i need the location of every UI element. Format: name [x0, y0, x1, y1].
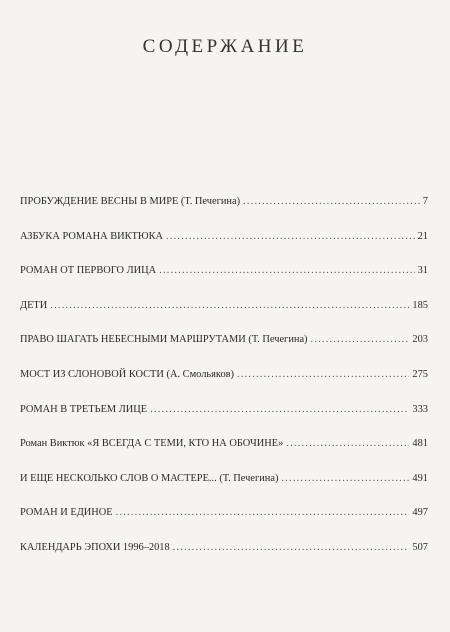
- dot-leader: [50, 300, 409, 311]
- toc-entry: [20, 542, 428, 577]
- dot-leader: [173, 542, 410, 553]
- toc-entry-title: ПРОБУЖДЕНИЕ ВЕСНЫ В МИРЕ (Т. Печегина): [20, 196, 241, 207]
- toc-entry-title: ДЕТИ: [20, 299, 48, 311]
- toc-page-number: 31: [417, 265, 428, 277]
- toc-entry-title: И ЕЩЕ НЕСКОЛЬКО СЛОВ О МАСТЕРЕ... (Т. Печегина): [20, 472, 279, 484]
- dot-leader: [243, 196, 420, 207]
- dot-leader: [150, 404, 409, 415]
- toc-entry-title: РОМАН В ТРЕТЬЕМ ЛИЦЕ: [20, 403, 148, 415]
- toc-entry: [20, 369, 428, 404]
- dot-leader: [116, 507, 410, 518]
- toc-entry-title: РОМАН ОТ ПЕРВОГО ЛИЦА: [20, 265, 157, 277]
- toc-page-number: 491: [412, 472, 428, 484]
- toc-entry: [20, 473, 428, 508]
- toc-entry: [20, 404, 428, 439]
- toc-entry-title: ПРАВО ШАГАТЬ НЕБЕСНЫМИ МАРШРУТАМИ (Т. Печегина): [20, 334, 308, 346]
- dot-leader: [311, 334, 410, 345]
- toc-page-number: 203: [412, 334, 428, 346]
- toc-entry: [20, 265, 428, 300]
- toc-entry: [20, 231, 428, 266]
- toc-page-number: 7: [422, 196, 428, 207]
- dot-leader: [286, 438, 409, 449]
- toc-entry: [20, 334, 428, 369]
- toc-entry-title: КАЛЕНДАРЬ ЭПОХИ 1996–2018: [20, 541, 170, 553]
- toc-entry: [20, 438, 428, 473]
- dot-leader: [281, 473, 409, 484]
- toc-page-number: 333: [412, 403, 428, 415]
- toc-page-number: 497: [412, 507, 428, 519]
- toc-page-number: 275: [412, 368, 428, 380]
- toc-page-number: 507: [412, 541, 428, 553]
- toc-page-number: 21: [417, 230, 428, 242]
- dot-leader: [166, 231, 415, 242]
- toc-page-number: 481: [412, 438, 428, 450]
- dot-leader: [159, 265, 414, 276]
- toc-entry-title: Роман Виктюк «Я ВСЕГДА С ТЕМИ, КТО НА ОБОЧИНЕ»: [20, 438, 284, 450]
- dot-leader: [237, 369, 409, 380]
- toc-entry: [20, 300, 428, 335]
- table-of-contents: [20, 196, 428, 577]
- toc-entry: [20, 196, 428, 231]
- toc-entry: [20, 507, 428, 542]
- toc-page-number: 185: [412, 299, 428, 311]
- toc-entry-title: РОМАН И ЕДИНОЕ: [20, 507, 113, 519]
- toc-entry-title: МОСТ ИЗ СЛОНОВОЙ КОСТИ (А. Смольяков): [20, 368, 235, 380]
- toc-entry-title: АЗБУКА РОМАНА ВИКТЮКА: [20, 230, 164, 242]
- page-title: СОДЕРЖАНИЕ: [142, 36, 308, 57]
